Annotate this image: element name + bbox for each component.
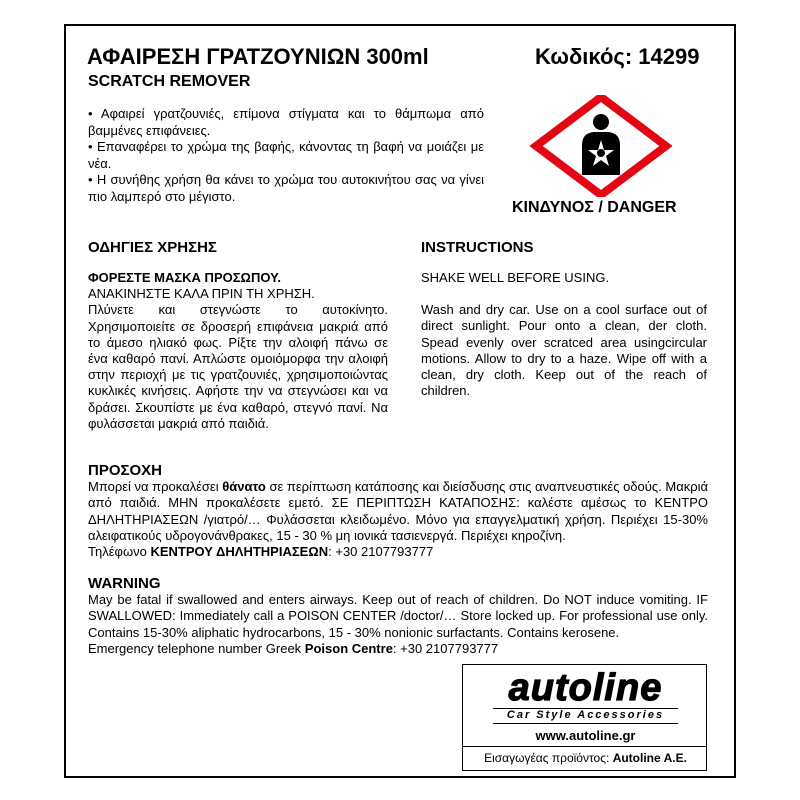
phone-center-en: Poison Centre — [304, 640, 393, 656]
importer-line — [463, 751, 708, 765]
feature-item: • Αφαιρεί γρατζουνιές, επίμονα στίγματα και το θάμπωμα από βαμμένες επιφάνειες. — [88, 106, 484, 138]
caution-body — [88, 479, 708, 544]
feature-item: • Επαναφέρει το χρώμα της βαφής, κάνοντας τη βαφή να μοιάζει με νέα. — [88, 139, 484, 171]
phone-center: ΚΕΝΤΡΟΥ ΔΗΛΗΤΗΡΙΑΣΕΩΝ — [150, 544, 329, 560]
spacer — [421, 286, 707, 302]
autoline-logo — [463, 667, 708, 707]
product-title: ΑΦΑΙΡΕΣΗ ΓΡΑΤΖΟΥΝΙΩΝ 300ml — [87, 44, 429, 69]
tagline-rule-bottom — [493, 723, 678, 724]
warning-section — [88, 576, 708, 657]
product-code: Κωδικός: 14299 — [535, 44, 700, 69]
instructions-gr-heading: ΟΔΗΓΙΕΣ ΧΡΗΣΗΣ — [88, 239, 217, 256]
brand-box — [462, 664, 707, 771]
instructions-en-body: Wash and dry car. Use on a cool surface out of direct sunlight. Pour onto a clean, der cloth. Spead evenly over scratced area usingcircular motions. Allow to dry to a haze. Wipe off with a clean, dry cloth. Keep out of the reach of children. — [421, 302, 707, 399]
mask-notice: ΦΟΡΕΣΤΕ ΜΑΣΚΑ ΠΡΟΣΩΠΟΥ. — [88, 270, 281, 285]
instructions-en-heading: INSTRUCTIONS — [421, 239, 534, 256]
shake-notice-en: SHAKE WELL BEFORE USING. — [421, 270, 610, 285]
feature-item: • Η συνήθης χρήση θα κάνει το χρώμα του αυτοκινήτου σας να γίνει πιο λαμπερό στο μέγιστο. — [88, 172, 484, 204]
phone-prefix: Τηλέφωνο — [88, 544, 151, 560]
feature-list — [88, 106, 484, 205]
caution-emphasis: θάνατο — [222, 479, 266, 495]
instructions-gr — [88, 270, 388, 432]
caution-section — [88, 463, 708, 560]
instructions-en — [421, 270, 707, 399]
svg-text:autoline: autoline — [508, 667, 663, 707]
phone-prefix-en: Emergency telephone number Greek — [88, 640, 305, 656]
caution-phone — [88, 544, 708, 560]
caution-heading: ΠΡΟΣΟΧΗ — [88, 462, 163, 479]
phone-number: : +30 2107793777 — [328, 544, 434, 560]
caution-text: Μπορεί να προκαλέσει — [88, 479, 223, 495]
phone-number-en: : +30 2107793777 — [392, 640, 499, 656]
importer-divider — [463, 746, 706, 747]
brand-website: www.autoline.gr — [535, 728, 636, 743]
brand-tagline: Car Style Accessories — [506, 709, 665, 721]
shake-notice: ΑΝΑΚΙΝΗΣΤΕ ΚΑΛΑ ΠΡΙΝ ΤΗ ΧΡΗΣΗ. — [88, 286, 315, 302]
importer-label: Εισαγωγέας προϊόντος: — [484, 751, 613, 765]
health-hazard-icon — [530, 95, 672, 197]
caution-text-rest: σε περίπτωση κατάποσης και διείσδυσης στις αναπνευστικές οδούς. Μακριά από παιδιά. ΜΗΝ προκαλέσετε εμετό. ΣΕ ΠΕΡΙΠΤΩΣΗ ΚΑΤΑΠΟΣΗΣ: καλέστε αμέσως το ΚΕΝΤΡΟ ΔΗΛΗΤΗΡΙΑΣΕΩΝ /γιατρό/… Φυλάσσεται κλειδωμένο. Μόνο για επαγγελματική χρήση. Περιέχει 15-30% αλειφατικούς υδρογονάνθρακες, 15 - 30 % μη ιονικά τασιενεργά. Περιέχει κηροζίνη. — [88, 479, 709, 543]
instructions-gr-body: Πλύνετε και στεγνώστε το αυτοκίνητο. Χρησιμοποιείτε σε δροσερή επιφάνεια μακριά από το άμεσο ηλιακό φως. Ρίξτε την αλοιφή πάνω σε ένα καθαρό πανί. Απλώστε ομοιόμορφα την αλοιφή στην περιοχή με τις γρατζουνιές, χρησιμοποιώντας κυκλικές κινήσεις. Αφήστε την να στεγνώσει και να δράσει. Σκουπίστε με ένα καθαρό, στεγνό πανί. Να φυλάσσεται μακριά από παιδιά. — [88, 302, 388, 431]
warning-body: May be fatal if swallowed and enters airways. Keep out of reach of children. Do NOT induce vomiting. IF SWALLOWED: Immediately call a POISON CENTER /doctor/… Store locked up. For professional use only. Contains 15-30% aliphatic hydrocarbons, 15 - 30% nonionic surfactants. Contains kerosene. — [88, 592, 708, 640]
importer-name: Autoline A.E. — [612, 751, 687, 765]
warning-phone — [88, 641, 708, 657]
product-subtitle: SCRATCH REMOVER — [88, 73, 251, 90]
danger-label: ΚΙΝΔΥΝΟΣ / DANGER — [512, 199, 677, 216]
warning-heading: WARNING — [88, 575, 161, 592]
